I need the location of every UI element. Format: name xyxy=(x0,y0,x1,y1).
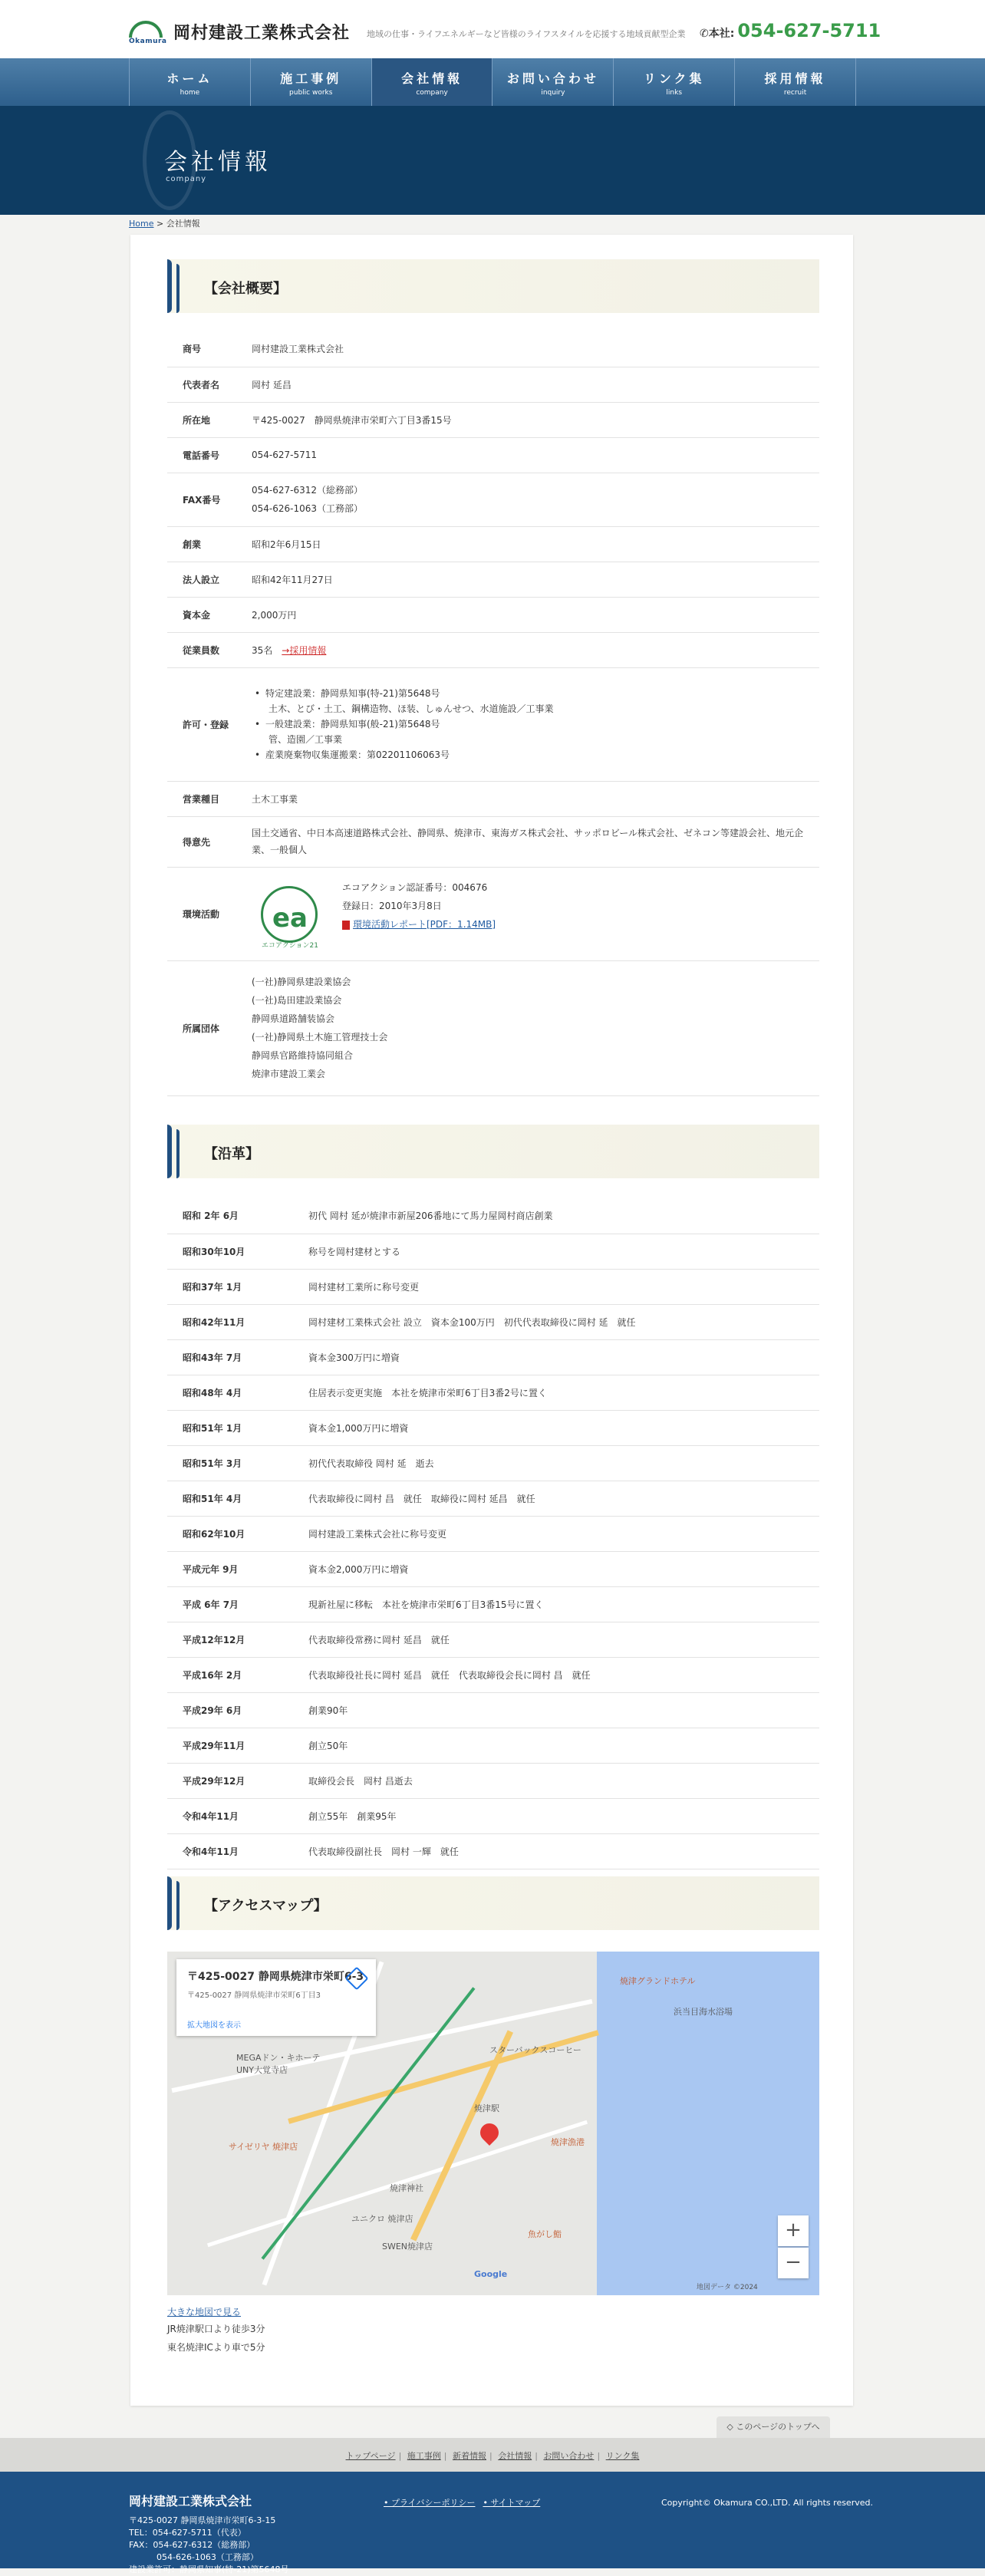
history-date: 昭和51年 3月 xyxy=(167,1445,308,1481)
site-footer xyxy=(0,2472,985,2574)
section-heading-history: 【沿革】 xyxy=(167,1125,819,1178)
content-card xyxy=(130,235,853,2406)
nav-home[interactable]: ホーム home xyxy=(130,58,251,106)
history-event: 取締役会長 岡村 昌逝去 xyxy=(308,1763,819,1798)
list-item: • 一般建設業：静岡県知事(般-21)第5648号 管、造園／工事業 xyxy=(252,716,819,747)
license-list xyxy=(252,686,819,763)
table-row: 法人設立 昭和42年11月27日 xyxy=(167,562,819,597)
history-event: 代表取締役に岡村 昌 就任 取締役に岡村 延昌 就任 xyxy=(308,1481,819,1516)
history-date: 昭和51年 4月 xyxy=(167,1481,308,1516)
table-row xyxy=(167,1692,819,1728)
table-row xyxy=(167,1339,819,1375)
history-date: 平成29年 6月 xyxy=(167,1692,308,1728)
footer-link-company[interactable]: 会社情報 xyxy=(498,2451,532,2461)
table-row: 環境活動 ea エコアクション21 エコアクション認証番号：004676 登録日：2010年3月8日 環境活動レポート[PDF：1.14MB] xyxy=(167,867,819,960)
table-row xyxy=(167,1410,819,1445)
table-row: 営業種目 土木工事業 xyxy=(167,781,819,816)
history-event: 住居表示変更実施 本社を焼津市栄町6丁目3番2号に置く xyxy=(308,1375,819,1410)
access-train: JR焼津駅口より徒歩3分 xyxy=(167,2324,265,2334)
nav-links[interactable]: リンク集 links xyxy=(614,58,735,106)
overview-table xyxy=(167,331,819,1096)
table-row xyxy=(167,1516,819,1551)
breadcrumb: Home > 会社情報 xyxy=(129,219,200,229)
history-date: 平成12年12月 xyxy=(167,1622,308,1657)
history-event: 現新社屋に移転 本社を焼津市栄町6丁目3番15号に置く xyxy=(308,1586,819,1622)
zoom-in-button[interactable]: + xyxy=(778,2215,809,2246)
site-header xyxy=(0,0,985,58)
table-row: FAX番号 054-627-6312（総務部） 054-626-1063（工務部） xyxy=(167,473,819,526)
larger-map-link[interactable]: 拡大地図を表示 xyxy=(187,2021,241,2030)
table-row xyxy=(167,1234,819,1269)
breadcrumb-current: 会社情報 xyxy=(166,219,200,229)
table-row: 許可・登録 • 特定建設業：静岡県知事(特-21)第5648号 土木、とび・土工、鋼構造物、ほ装、しゅんせつ、水道施設／工事業 • 一般建設業：静岡県知事(般-21)第5648号 管、造園／工事業 • 産業廃棄物収集運搬業：第02201106063号 xyxy=(167,667,819,781)
access-car: 東名焼津ICより車で5分 xyxy=(167,2342,265,2353)
table-row: 所属団体 (一社)静岡県建設業協会 (一社)島田建設業協会 静岡県道路舗装協会 (一社)静岡県土木施工管理技士会 静岡県官路維持協同組合 焼津市建設工業会 xyxy=(167,960,819,1095)
view-large-map-link[interactable]: 大きな地図で見る xyxy=(167,2307,242,2317)
map-info-card: 〒425-0027 静岡県焼津市栄町6-3 〒425-0027 静岡県焼津市栄町6丁目3 拡大地図を表示 xyxy=(176,1959,376,2036)
history-date: 昭和51年 1月 xyxy=(167,1410,308,1445)
eco-action-logo: ea エコアクション21 xyxy=(252,875,328,952)
table-row xyxy=(167,1586,819,1622)
list-item: • 産業廃棄物収集運搬業：第02201106063号 xyxy=(252,747,819,763)
footer-link-top[interactable]: トップページ xyxy=(345,2451,396,2461)
footer-address: 〒425-0027 静岡県焼津市栄町6-3-15 TEL：054-627-5711（代表） FAX：054-627-6312（総務部） 054-626-1063（工務部） 建設業許可：静岡県知事(特-21)第5648号 xyxy=(129,2515,289,2574)
history-event: 代表取締役副社長 岡村 一輝 就任 xyxy=(308,1833,819,1869)
footer-link-works[interactable]: 施工事例 xyxy=(407,2451,441,2461)
table-row xyxy=(167,1622,819,1657)
history-event: 創業90年 xyxy=(308,1692,819,1728)
table-row: 商号 岡村建設工業株式会社 xyxy=(167,331,819,367)
history-event: 初代 岡村 延が焼津市新屋206番地にて馬力屋岡村商店創業 xyxy=(308,1198,819,1234)
history-event: 岡村建設工業株式会社に称号変更 xyxy=(308,1516,819,1551)
google-logo: Google xyxy=(474,2269,508,2279)
table-row xyxy=(167,1657,819,1692)
footer-link-links[interactable]: リンク集 xyxy=(605,2451,640,2461)
table-row xyxy=(167,1445,819,1481)
global-nav xyxy=(0,58,985,106)
list-item: (一社)静岡県建設業協会 xyxy=(252,977,351,987)
zoom-out-button[interactable]: − xyxy=(778,2248,809,2278)
site-logo[interactable] xyxy=(129,20,350,44)
list-item: (一社)静岡県土木施工管理技士会 xyxy=(252,1032,388,1043)
history-event: 資本金2,000万円に増資 xyxy=(308,1551,819,1586)
table-row: 創業 昭和2年6月15日 xyxy=(167,526,819,562)
history-table xyxy=(167,1198,819,1869)
table-row xyxy=(167,1304,819,1339)
list-item: 静岡県官路維持協同組合 xyxy=(252,1050,354,1061)
table-row xyxy=(167,1198,819,1234)
history-event: 代表取締役社長に岡村 延昌 就任 代表取締役会長に岡村 昌 就任 xyxy=(308,1657,819,1692)
table-row: 所在地 〒425-0027 静岡県焼津市栄町六丁目3番15号 xyxy=(167,402,819,437)
history-date: 昭和30年10月 xyxy=(167,1234,308,1269)
table-row: 従業員数 35名 →採用情報 xyxy=(167,632,819,667)
list-item: 焼津市建設工業会 xyxy=(252,1069,326,1079)
back-to-top-button[interactable]: ◇ このページのトップへ xyxy=(717,2416,830,2438)
table-row: 得意先 国土交通省、中日本高速道路株式会社、静岡県、焼津市、東海ガス株式会社、サッポロビール株式会社、ゼネコン等建設会社、地元企業、一般個人 xyxy=(167,816,819,867)
history-date: 昭和37年 1月 xyxy=(167,1269,308,1304)
history-event: 代表取締役常務に岡村 延昌 就任 xyxy=(308,1622,819,1657)
history-event: 称号を岡村建材とする xyxy=(308,1234,819,1269)
table-row xyxy=(167,1375,819,1410)
history-event: 創立55年 創業95年 xyxy=(308,1798,819,1833)
eco-report-link[interactable]: 環境活動レポート[PDF：1.14MB] xyxy=(353,919,496,930)
phone-number: 054-627-5711 xyxy=(737,20,881,41)
page-subtitle: company xyxy=(166,175,207,183)
history-date: 昭和43年 7月 xyxy=(167,1339,308,1375)
history-event: 資本金1,000万円に増資 xyxy=(308,1410,819,1445)
history-date: 平成 6年 7月 xyxy=(167,1586,308,1622)
list-item: (一社)島田建設業協会 xyxy=(252,995,342,1006)
breadcrumb-home[interactable]: Home xyxy=(129,219,154,229)
history-event: 創立50年 xyxy=(308,1728,819,1763)
history-event: 初代代表取締役 岡村 延 逝去 xyxy=(308,1445,819,1481)
sitemap-link[interactable]: • サイトマップ xyxy=(483,2498,541,2508)
nav-company[interactable]: 会社情報 company xyxy=(372,58,493,106)
header-phone: ✆本社: 054-627-5711 xyxy=(700,20,881,41)
table-row xyxy=(167,1551,819,1586)
footer-link-news[interactable]: 新着情報 xyxy=(453,2451,486,2461)
history-date: 令和4年11月 xyxy=(167,1798,308,1833)
table-row: 代表者名 岡村 延昌 xyxy=(167,367,819,402)
history-event: 資本金300万円に増資 xyxy=(308,1339,819,1375)
table-row xyxy=(167,1728,819,1763)
pdf-icon xyxy=(342,921,350,930)
footer-nav: トップページ | 施工事例 | 新着情報 | 会社情報 | お問い合わせ | リンク集 xyxy=(0,2438,985,2472)
table-row: 資本金 2,000万円 xyxy=(167,597,819,632)
history-date: 昭和 2年 6月 xyxy=(167,1198,308,1234)
history-date: 令和4年11月 xyxy=(167,1833,308,1869)
map-attribution: 地図データ ©2024 xyxy=(697,2284,758,2291)
history-date: 昭和42年11月 xyxy=(167,1304,308,1339)
copyright: Copyright© Okamura CO.,LTD. All rights reserved. xyxy=(661,2498,873,2508)
table-row: 電話番号 054-627-5711 xyxy=(167,437,819,473)
table-row xyxy=(167,1763,819,1798)
logo-mark: Okamura xyxy=(129,21,167,44)
recruit-link[interactable]: →採用情報 xyxy=(282,644,327,656)
table-row xyxy=(167,1798,819,1833)
page-title: 会社情報 xyxy=(164,149,272,176)
list-item: • 特定建設業：静岡県知事(特-21)第5648号 土木、とび・土工、鋼構造物、ほ装、しゅんせつ、水道施設／工事業 xyxy=(252,686,819,716)
company-name: 岡村建設工業株式会社 xyxy=(173,24,351,43)
nav-recruit[interactable]: 採用情報 recruit xyxy=(735,58,856,106)
section-heading-access: 【アクセスマップ】 xyxy=(167,1876,819,1930)
history-event: 岡村建材工業株式会社 設立 資本金100万円 初代代表取締役に岡村 延 就任 xyxy=(308,1304,819,1339)
table-row xyxy=(167,1481,819,1516)
footer-link-inquiry[interactable]: お問い合わせ xyxy=(543,2451,595,2461)
history-date: 平成29年12月 xyxy=(167,1763,308,1798)
phone-icon: ✆ xyxy=(700,28,709,40)
footer-company-name: 岡村建設工業株式会社 xyxy=(129,2494,252,2508)
history-date: 平成29年11月 xyxy=(167,1728,308,1763)
history-date: 平成元年 9月 xyxy=(167,1551,308,1586)
section-heading-overview: 【会社概要】 xyxy=(167,259,819,313)
page-hero xyxy=(0,106,985,215)
privacy-policy-link[interactable]: • プライバシーポリシー xyxy=(384,2498,476,2508)
table-row xyxy=(167,1833,819,1869)
nav-inquiry[interactable]: お問い合わせ inquiry xyxy=(492,58,614,106)
history-date: 平成16年 2月 xyxy=(167,1657,308,1692)
history-date: 昭和62年10月 xyxy=(167,1516,308,1551)
history-date: 昭和48年 4月 xyxy=(167,1375,308,1410)
table-row xyxy=(167,1269,819,1304)
google-map[interactable]: 焼津グランドホテル スターバックスコーヒー MEGAドン・キホーテ UNY大覚寺店 サイゼリヤ 焼津店 焼津駅 焼津神社 ユニクロ 焼津店 SWEN焼津店 魚がし鮨 浜当目海水浴場 焼津漁港 Google 地図データ ©2024 〒425-0027 静岡県焼津市栄町6-3 〒425-0027 静岡県焼津市栄町6丁目3 拡大地図を表示 + − xyxy=(167,1952,819,2295)
location-pin-icon[interactable] xyxy=(476,2120,502,2146)
list-item: 静岡県道路舗装協会 xyxy=(252,1013,335,1024)
header-catchphrase: 地域の仕事・ライフエネルギーなど皆様のライフスタイルを応援する地域貢献型企業 xyxy=(367,29,686,39)
nav-public-works[interactable]: 施工事例 public works xyxy=(251,58,372,106)
history-event: 岡村建材工業所に称号変更 xyxy=(308,1269,819,1304)
